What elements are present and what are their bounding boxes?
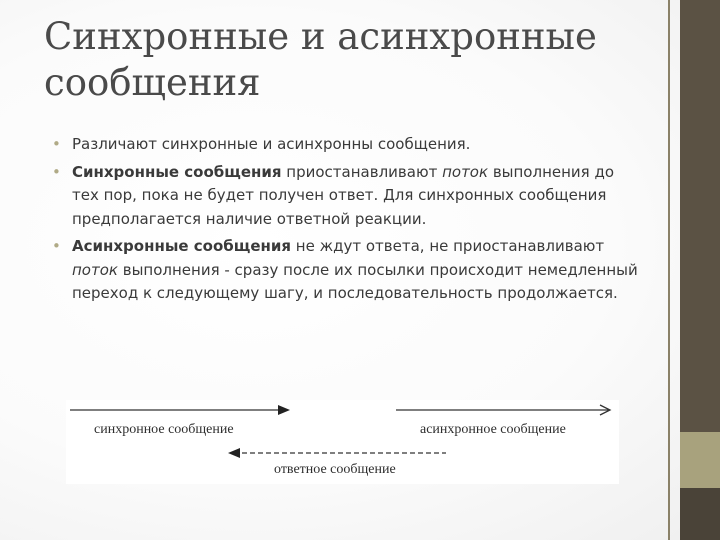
bullet-emphasis: поток xyxy=(72,260,118,279)
reply-arrow-head xyxy=(228,448,240,458)
async-message-label: асинхронное сообщение xyxy=(420,422,566,437)
bullet-marker: • xyxy=(52,135,61,153)
bullet-term: Синхронные сообщения xyxy=(72,162,282,181)
bullet-text: выполнения до тех пор, пока не будет получен ответ. Для синхронных сообщения предполагается наличие ответной реакции. xyxy=(72,162,615,228)
bullet-emphasis: поток xyxy=(442,162,489,181)
bullet-item xyxy=(52,161,642,232)
bullet-item xyxy=(52,235,642,306)
reply-message-label: ответное сообщение xyxy=(274,462,396,477)
bullet-list xyxy=(52,133,642,310)
message-diagram xyxy=(66,400,619,484)
bullet-marker: • xyxy=(52,162,61,181)
decor-strip-accent xyxy=(680,432,720,488)
decor-strip-bottom xyxy=(680,488,720,540)
slide-title: Синхронные и асинхронные сообщения xyxy=(44,15,597,104)
bullet-text: приостанавливают xyxy=(281,162,443,181)
bullet-marker: • xyxy=(52,237,61,255)
decor-line xyxy=(668,0,670,540)
bullet-text: выполнения - сразу после их посылки происходит немедленный переход к следующему шагу, и последовательность продолжается. xyxy=(72,260,638,302)
sync-message-label: синхронное сообщение xyxy=(94,422,234,437)
bullet-text: не ждут ответа, не приостанавливают xyxy=(291,237,605,255)
sync-arrow-head xyxy=(278,405,290,415)
bullet-text: Различают синхронные и асинхронны сообщения. xyxy=(72,135,471,153)
bullet-item xyxy=(52,133,642,157)
bullet-term: Асинхронные сообщения xyxy=(72,237,292,255)
